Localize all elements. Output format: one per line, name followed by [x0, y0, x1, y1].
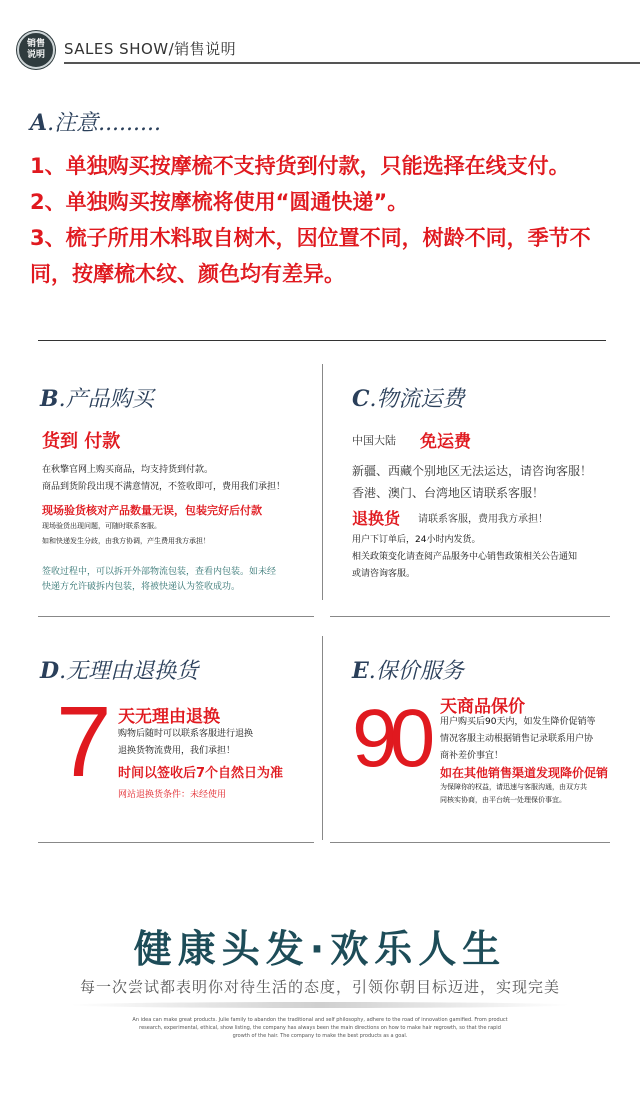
free-shipping: 免运费	[420, 432, 471, 452]
inspection-line-1: 现场验货出现问题，可随时联系客服。	[42, 522, 161, 530]
shipping-restrictions	[352, 460, 637, 504]
return-condition: 网站退换货条件：未经使用	[118, 790, 227, 800]
slogan: 健康头发·欢乐人生	[133, 927, 507, 971]
other-channel-note: 如在其他销售渠道发现降价促销	[440, 766, 609, 780]
section-d-title	[40, 654, 198, 685]
shipping-line-1: 新疆、西藏个别地区无法运达，请咨询客服！	[352, 464, 593, 478]
section-d-divider	[38, 842, 314, 843]
section-e-label: .保价服务	[368, 659, 464, 684]
badge-line2: 说明	[26, 50, 45, 60]
policy-line-1: 用户下订单后，24小时内发货。	[352, 535, 481, 545]
price-line-1: 用户购买后90天内，如发生降价促销等	[440, 717, 596, 727]
cod-heading: 货到 付款	[42, 431, 121, 452]
section-c-divider	[330, 616, 610, 617]
signing-note	[42, 565, 317, 595]
price-line-2: 情况客服主动根据销售记录联系用户协	[440, 734, 594, 744]
shipping-line-2: 香港、澳门、台湾地区请联系客服！	[352, 486, 545, 500]
price-detail-1: 为保障你的权益，请迅速与客服沟通，由双方共	[440, 783, 587, 791]
column-divider-bottom	[322, 636, 323, 840]
days-7-number: 7	[56, 686, 112, 798]
return-line-2: 退换货物流费用，我们承担！	[118, 746, 236, 756]
region-label: 中国大陆	[352, 434, 396, 447]
slogan-subtitle: 每一次尝试都表明你对待生活的态度，引领你朝目标迈进，实现完美	[79, 978, 560, 996]
page-title: SALES SHOW/销售说明	[64, 40, 237, 58]
sales-badge-icon	[17, 31, 55, 69]
section-a-label: .注意.........	[47, 111, 162, 136]
badge-line1: 销售	[26, 39, 45, 49]
section-d-letter: D	[40, 658, 60, 684]
column-divider-top	[322, 364, 323, 600]
purchase-info	[42, 462, 322, 496]
notice-list	[30, 148, 620, 292]
section-a-letter: A	[30, 110, 48, 136]
shipping-policy	[352, 532, 637, 583]
purchase-line-1: 在秋擎官网上购买商品，均支持货到付款。	[42, 465, 214, 475]
section-b-letter: B	[40, 386, 59, 412]
return-info	[118, 726, 318, 760]
return-deadline: 时间以签收后7个自然日为准	[118, 766, 284, 781]
price-protect-heading: 天商品保价	[440, 697, 525, 717]
english-blurb: An idea can make great products. Julie family to abandon the traditional and self philosophy, adhere to the road of innovation gamified. From product research, experimental, ethical, show listing, the company has always been the main directions on how to make hair regrowth, so that the rapid growth of the hair. The company to make the best products as a goal.	[132, 1017, 508, 1039]
inspection-line-2: 如和快递发生分歧，由我方协调，产生费用我方承担！	[42, 537, 210, 545]
section-e-divider	[330, 842, 610, 843]
price-line-3: 商补差价事宜！	[440, 751, 504, 761]
return-heading: 天无理由退换	[118, 707, 220, 727]
header-divider	[64, 62, 640, 64]
signing-line-2: 快递方允许破拆内包装，将被快递认为签收成功。	[42, 582, 241, 592]
inspection-note: 现场验货核对产品数量无误，包装完好后付款	[42, 504, 262, 517]
days-90-number: 90	[352, 693, 428, 784]
section-c-label: .物流运费	[369, 387, 465, 412]
purchase-line-2: 商品到货阶段出现不满意情况，不签收即可，费用我们承担！	[42, 482, 286, 492]
price-protect-details	[440, 781, 640, 807]
return-text: 请联系客服，费用我方承担！	[418, 514, 548, 525]
section-d-label: .无理由退换货	[59, 659, 199, 684]
section-e-letter: E	[352, 658, 369, 684]
subtitle-shadow	[70, 1002, 570, 1008]
return-label: 退换货	[352, 509, 401, 528]
signing-line-1: 签收过程中，可以拆开外部物流包装，查看内包装。如未经	[42, 567, 277, 577]
price-detail-2: 同核实协商，由平台统一处理保价事宜。	[440, 796, 566, 804]
return-line-1: 购物后随时可以联系客服进行退换	[118, 729, 254, 739]
section-b-title	[40, 382, 154, 413]
notice-item-3: 3、梳子所用木料取自树木，因位置不同，树龄不同，季节不同，按摩梳木纹、颜色均有差异。	[30, 226, 591, 286]
section-a-title	[30, 106, 161, 137]
notice-item-2: 2、单独购买按摩梳将使用“圆通快递”。	[30, 190, 409, 214]
section-e-title	[352, 654, 464, 685]
policy-line-2: 相关政策变化请查阅产品服务中心销售政策相关公告通知	[352, 552, 578, 562]
section-c-letter: C	[352, 386, 370, 412]
section-c-title	[352, 382, 465, 413]
notice-item-1: 1、单独购买按摩梳不支持货到付款，只能选择在线支付。	[30, 154, 570, 178]
section-a-divider	[38, 340, 606, 341]
inspection-details	[42, 519, 322, 549]
price-protect-info	[440, 714, 640, 765]
policy-line-3: 或请咨询客服。	[352, 569, 416, 579]
section-b-divider	[38, 616, 314, 617]
section-b-label: .产品购买	[58, 387, 154, 412]
